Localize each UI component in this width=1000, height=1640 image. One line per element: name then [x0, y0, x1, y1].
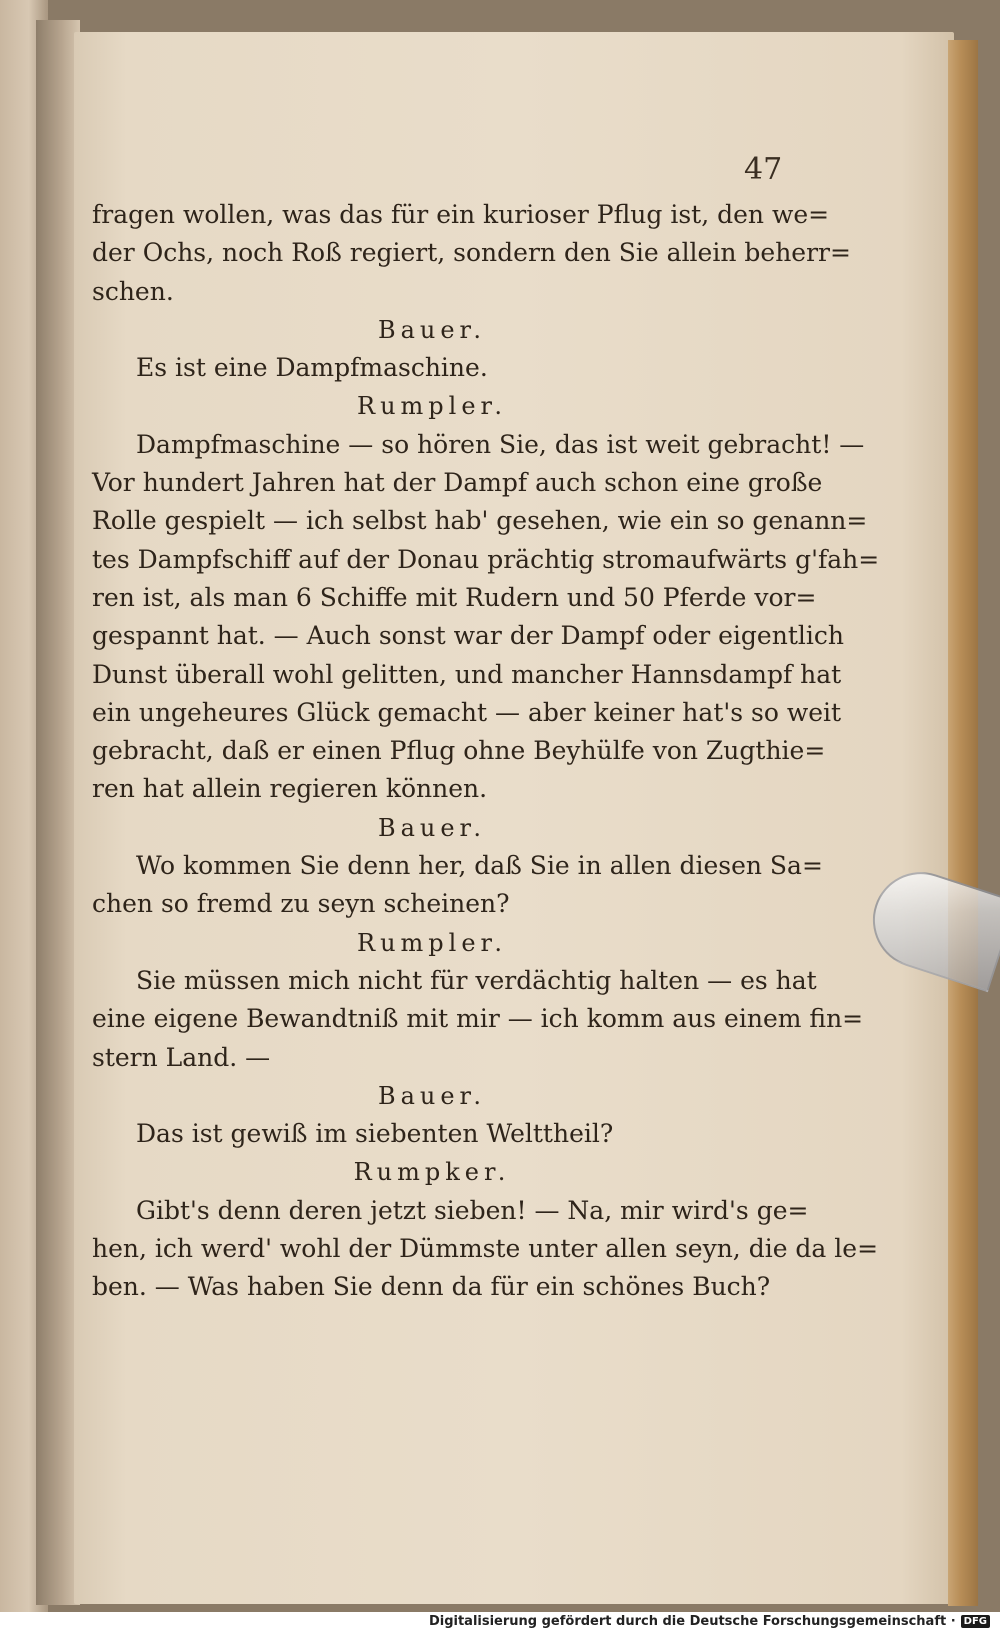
text-line: gespannt hat. — Auch sonst war der Dampf oder eigentlich	[92, 621, 844, 651]
text-line: tes Dampfschiff auf der Donau prächtig stromaufwärts g'fah=	[92, 544, 880, 574]
text-line: Rolle gespielt — ich selbst hab' gesehen, wie ein so genann=	[92, 506, 868, 536]
text-line: gebracht, daß er einen Pflug ohne Beyhülfe von Zugthie=	[92, 736, 826, 766]
text-line: Dampfmaschine — so hören Sie, das ist weit gebracht! —	[136, 429, 865, 459]
page-block-edge	[948, 40, 978, 1606]
text-line: Das ist gewiß im siebenten Welttheil?	[136, 1119, 614, 1149]
text-line: Wo kommen Sie denn her, daß Sie in allen diesen Sa=	[136, 851, 823, 881]
text-line: chen so fremd zu seyn scheinen?	[92, 889, 510, 919]
speaker-name: Bauer.	[377, 1081, 487, 1110]
text-line: fragen wollen, was das für ein kurioser Pflug ist, den we=	[92, 200, 830, 229]
footer-credit	[429, 1614, 990, 1629]
text-line: ren hat allein regieren können.	[92, 774, 488, 804]
text-line: ren ist, als man 6 Schiffe mit Rudern und 50 Pferde vor=	[92, 582, 817, 612]
text-line: stern Land. —	[92, 1042, 271, 1072]
text-line: ben. — Was haben Sie denn da für ein schönes Buch?	[92, 1272, 771, 1302]
text-line: Dunst überall wohl gelitten, und mancher Hannsdampf hat	[92, 659, 842, 689]
text-line: Gibt's denn deren jetzt sieben! — Na, mir wird's ge=	[136, 1195, 809, 1225]
text-line: eine eigene Bewandtniß mit mir — ich komm aus einem fin=	[92, 1004, 864, 1034]
page-number: 47	[744, 152, 783, 187]
speaker-name: Bauer.	[377, 813, 487, 842]
text-line: hen, ich werd' wohl der Dümmste unter allen seyn, die da le=	[92, 1234, 879, 1264]
speaker-name: Bauer.	[377, 315, 487, 344]
speaker-name: Rumpker.	[353, 1158, 511, 1187]
text-line: ein ungeheures Glück gemacht — aber keiner hat's so weit	[92, 697, 842, 727]
text-line: schen.	[92, 276, 174, 306]
dfg-logo: DFG	[961, 1615, 990, 1628]
text-line: Vor hundert Jahren hat der Dampf auch schon eine große	[92, 468, 823, 498]
footer-credit-text: Digitalisierung gefördert durch die Deutsche Forschungsgemeinschaft ·	[428, 1614, 956, 1629]
text-line: der Ochs, noch Roß regiert, sondern den Sie allein beherr=	[92, 238, 851, 268]
text-line: Es ist eine Dampfmaschine.	[136, 353, 488, 383]
page-text-body	[92, 196, 880, 1307]
speaker-name: Rumpler.	[357, 392, 507, 421]
speaker-name: Rumpler.	[357, 928, 507, 957]
text-line: Sie müssen mich nicht für verdächtig halten — es hat	[136, 965, 817, 995]
